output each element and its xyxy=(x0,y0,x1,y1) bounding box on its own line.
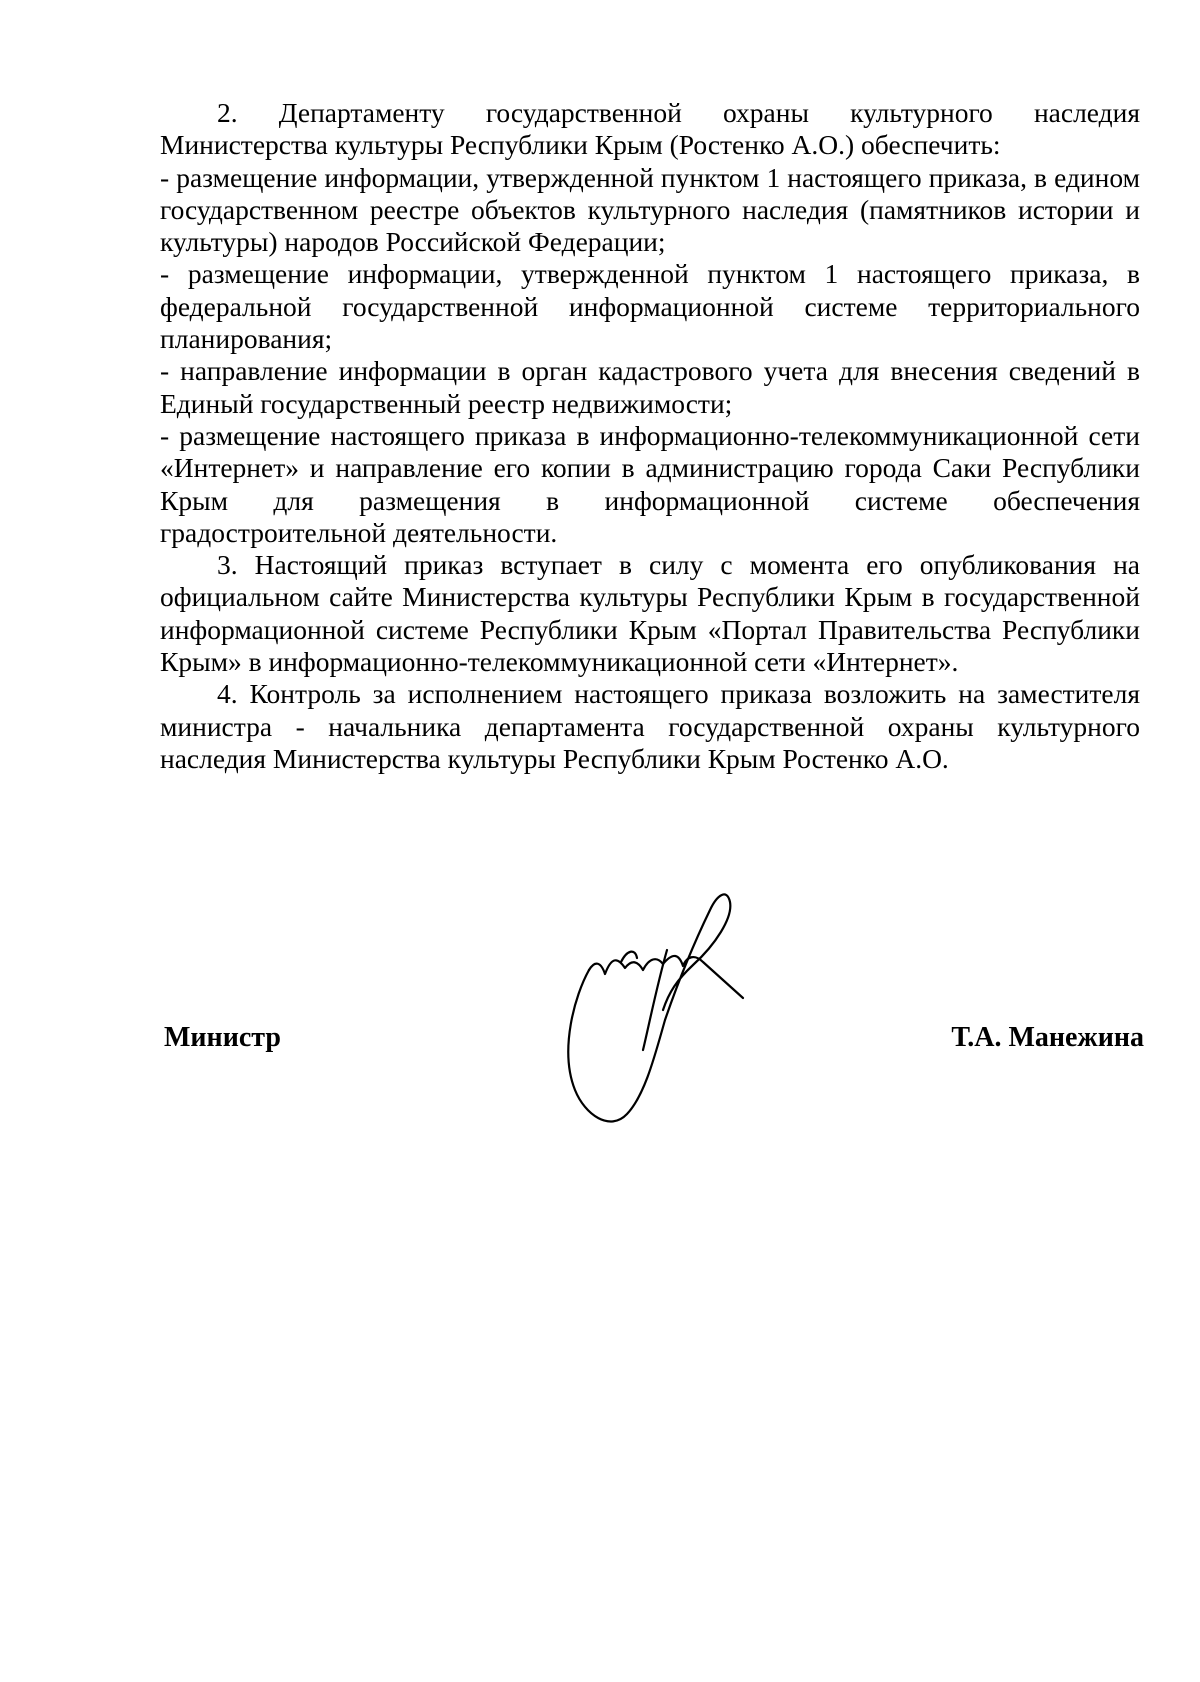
paragraph-item-4: 4. Контроль за исполнением настоящего приказа возложить на заместителя министра - начальника департамента государственной охраны культурного наследия Министерства культуры Республики Крым Ростенко А.О. xyxy=(160,678,1140,774)
bullet-registry-publication: - размещение информации, утвержденной пунктом 1 настоящего приказа, в едином государственном реестре объектов культурного наследия (памятников истории и культуры) народов Российской Федерации; xyxy=(160,161,1140,258)
paragraph-item-2: 2. Департаменту государственной охраны культурного наследия Министерства культуры Республики Крым (Ростенко А.О.) обеспечить: xyxy=(160,97,1140,161)
bullet-internet-publication: - размещение настоящего приказа в информационно-телекоммуникационной сети «Интернет» и направление его копии в администрацию города Саки Республики Крым для размещения в информационной системе обеспечения градостроительной деятельности. xyxy=(160,419,1140,548)
paragraph-item-3: 3. Настоящий приказ вступает в силу с момента его опубликования на официальном сайте Министерства культуры Республики Крым в государственной информационной системе Республики Крым «Портал Правительства Республики Крым» в информационно-телекоммуникационной сети «Интернет». xyxy=(160,549,1140,678)
signatory-name: Т.А. Манежина xyxy=(951,1022,1144,1053)
signatory-title: Министр xyxy=(164,1022,281,1053)
handwritten-signature-icon xyxy=(565,890,775,1140)
bullet-territorial-planning: - размещение информации, утвержденной пунктом 1 настоящего приказа, в федеральной государственной информационной системе территориального планирования; xyxy=(160,258,1140,355)
bullet-cadastral-registration: - направление информации в орган кадастрового учета для внесения сведений в Единый государственный реестр недвижимости; xyxy=(160,355,1140,419)
document-body xyxy=(160,97,1140,775)
